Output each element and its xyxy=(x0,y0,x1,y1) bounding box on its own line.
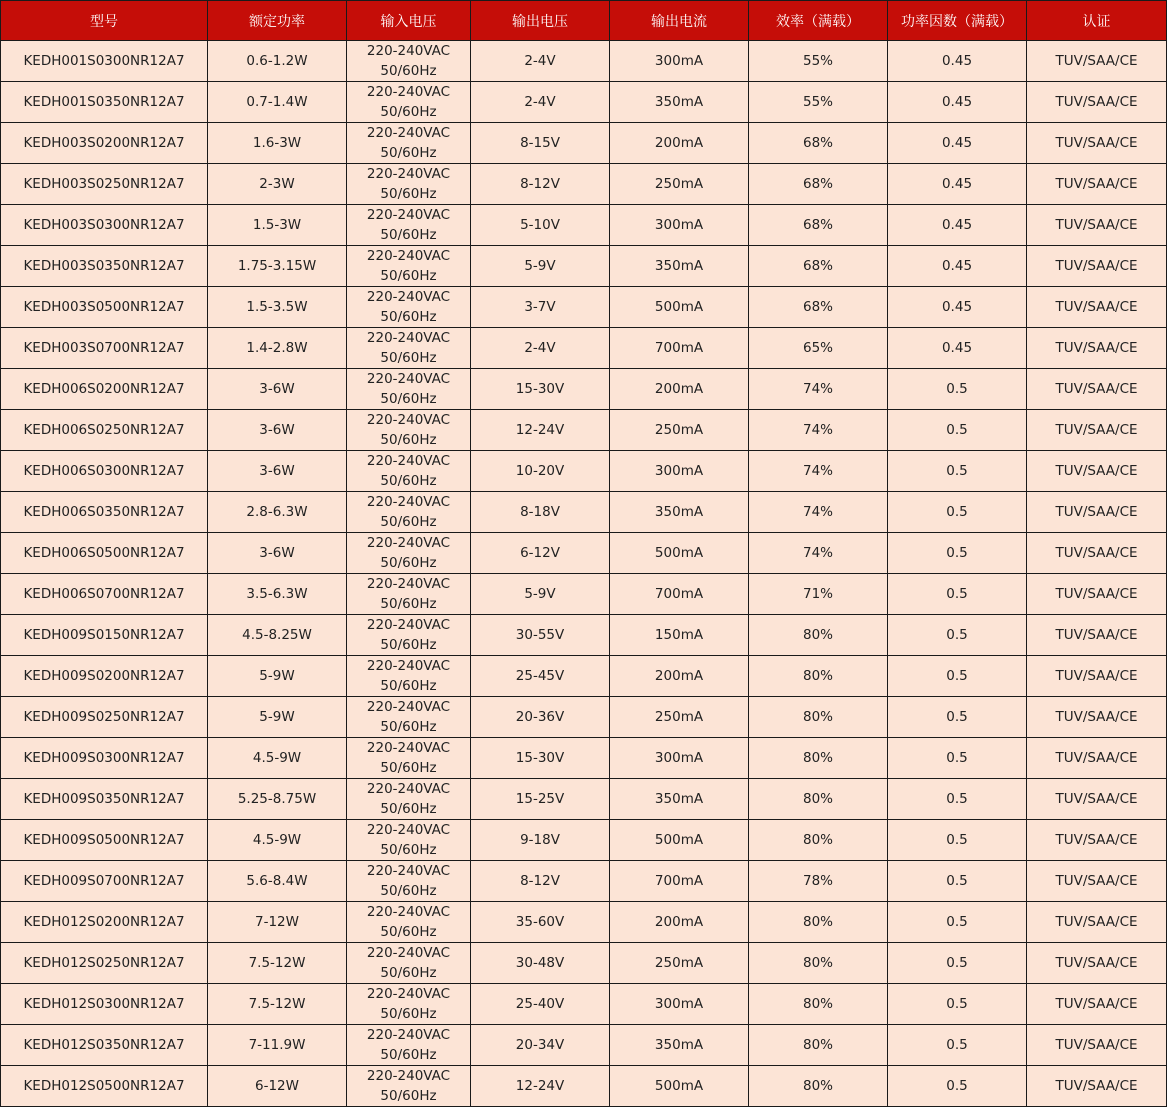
table-row xyxy=(1,205,1167,246)
cell-power-factor: 0.45 xyxy=(888,123,1027,164)
cell-certification: TUV/SAA/CE xyxy=(1027,820,1167,861)
table-row xyxy=(1,164,1167,205)
input-voltage-range: 220-240VAC xyxy=(366,699,451,715)
table-row xyxy=(1,615,1167,656)
cell-rated-power: 4.5-9W xyxy=(208,738,347,779)
table-row xyxy=(1,451,1167,492)
cell-model: KEDH012S0250NR12A7 xyxy=(1,943,208,984)
input-frequency: 50/60Hz xyxy=(380,63,437,79)
cell-output-current: 300mA xyxy=(610,451,749,492)
input-frequency: 50/60Hz xyxy=(380,186,437,202)
cell-certification: TUV/SAA/CE xyxy=(1027,123,1167,164)
input-frequency: 50/60Hz xyxy=(380,719,437,735)
cell-efficiency: 78% xyxy=(749,861,888,902)
input-voltage-range: 220-240VAC xyxy=(366,822,451,838)
cell-rated-power: 7.5-12W xyxy=(208,984,347,1025)
cell-output-voltage: 8-15V xyxy=(471,123,610,164)
input-voltage-range: 220-240VAC xyxy=(366,453,451,469)
cell-efficiency: 80% xyxy=(749,820,888,861)
cell-efficiency: 55% xyxy=(749,82,888,123)
cell-rated-power: 7.5-12W xyxy=(208,943,347,984)
input-voltage-range: 220-240VAC xyxy=(366,1068,451,1084)
cell-power-factor: 0.45 xyxy=(888,328,1027,369)
cell-certification: TUV/SAA/CE xyxy=(1027,287,1167,328)
cell-output-current: 300mA xyxy=(610,738,749,779)
cell-input-voltage xyxy=(347,984,471,1025)
cell-output-voltage: 5-10V xyxy=(471,205,610,246)
cell-power-factor: 0.5 xyxy=(888,697,1027,738)
cell-output-current: 200mA xyxy=(610,656,749,697)
cell-output-current: 300mA xyxy=(610,205,749,246)
cell-power-factor: 0.5 xyxy=(888,1025,1027,1066)
cell-model: KEDH006S0200NR12A7 xyxy=(1,369,208,410)
input-voltage-range: 220-240VAC xyxy=(366,945,451,961)
cell-model: KEDH006S0250NR12A7 xyxy=(1,410,208,451)
header-rated-power: 额定功率 xyxy=(208,1,347,41)
input-voltage-range: 220-240VAC xyxy=(366,535,451,551)
cell-input-voltage xyxy=(347,328,471,369)
cell-input-voltage xyxy=(347,1025,471,1066)
table-row xyxy=(1,656,1167,697)
input-voltage-range: 220-240VAC xyxy=(366,84,451,100)
cell-input-voltage xyxy=(347,246,471,287)
header-efficiency: 效率（满载） xyxy=(749,1,888,41)
header-input-voltage: 输入电压 xyxy=(347,1,471,41)
table-row xyxy=(1,779,1167,820)
cell-power-factor: 0.5 xyxy=(888,533,1027,574)
cell-output-current: 200mA xyxy=(610,123,749,164)
cell-output-voltage: 5-9V xyxy=(471,246,610,287)
cell-output-current: 500mA xyxy=(610,1066,749,1107)
cell-efficiency: 80% xyxy=(749,738,888,779)
cell-output-current: 200mA xyxy=(610,369,749,410)
cell-model: KEDH006S0300NR12A7 xyxy=(1,451,208,492)
cell-input-voltage xyxy=(347,41,471,82)
cell-output-current: 250mA xyxy=(610,943,749,984)
cell-output-voltage: 8-18V xyxy=(471,492,610,533)
cell-certification: TUV/SAA/CE xyxy=(1027,902,1167,943)
header-model: 型号 xyxy=(1,1,208,41)
cell-efficiency: 74% xyxy=(749,369,888,410)
header-certification: 认证 xyxy=(1027,1,1167,41)
cell-power-factor: 0.5 xyxy=(888,615,1027,656)
cell-power-factor: 0.45 xyxy=(888,287,1027,328)
cell-power-factor: 0.5 xyxy=(888,1066,1027,1107)
cell-model: KEDH012S0300NR12A7 xyxy=(1,984,208,1025)
table-row xyxy=(1,738,1167,779)
cell-efficiency: 74% xyxy=(749,492,888,533)
table-row xyxy=(1,328,1167,369)
cell-input-voltage xyxy=(347,1066,471,1107)
cell-rated-power: 2-3W xyxy=(208,164,347,205)
cell-output-voltage: 2-4V xyxy=(471,82,610,123)
input-voltage-range: 220-240VAC xyxy=(366,494,451,510)
table-row xyxy=(1,287,1167,328)
cell-rated-power: 3.5-6.3W xyxy=(208,574,347,615)
input-frequency: 50/60Hz xyxy=(380,268,437,284)
cell-input-voltage xyxy=(347,164,471,205)
cell-input-voltage xyxy=(347,533,471,574)
cell-input-voltage xyxy=(347,410,471,451)
cell-efficiency: 80% xyxy=(749,697,888,738)
cell-output-current: 700mA xyxy=(610,328,749,369)
header-row xyxy=(1,1,1167,41)
header-output-current: 输出电流 xyxy=(610,1,749,41)
cell-model: KEDH003S0200NR12A7 xyxy=(1,123,208,164)
input-frequency: 50/60Hz xyxy=(380,1047,437,1063)
cell-input-voltage xyxy=(347,861,471,902)
cell-model: KEDH009S0500NR12A7 xyxy=(1,820,208,861)
cell-certification: TUV/SAA/CE xyxy=(1027,492,1167,533)
cell-certification: TUV/SAA/CE xyxy=(1027,533,1167,574)
table-row xyxy=(1,820,1167,861)
cell-input-voltage xyxy=(347,656,471,697)
cell-power-factor: 0.5 xyxy=(888,984,1027,1025)
cell-certification: TUV/SAA/CE xyxy=(1027,574,1167,615)
cell-power-factor: 0.45 xyxy=(888,41,1027,82)
cell-rated-power: 0.7-1.4W xyxy=(208,82,347,123)
input-voltage-range: 220-240VAC xyxy=(366,43,451,59)
input-voltage-range: 220-240VAC xyxy=(366,207,451,223)
input-frequency: 50/60Hz xyxy=(380,555,437,571)
input-frequency: 50/60Hz xyxy=(380,637,437,653)
cell-input-voltage xyxy=(347,123,471,164)
input-frequency: 50/60Hz xyxy=(380,1006,437,1022)
table-row xyxy=(1,41,1167,82)
input-voltage-range: 220-240VAC xyxy=(366,740,451,756)
cell-output-current: 200mA xyxy=(610,902,749,943)
cell-output-current: 300mA xyxy=(610,41,749,82)
cell-certification: TUV/SAA/CE xyxy=(1027,1025,1167,1066)
table-row xyxy=(1,82,1167,123)
cell-certification: TUV/SAA/CE xyxy=(1027,41,1167,82)
cell-input-voltage xyxy=(347,615,471,656)
cell-efficiency: 68% xyxy=(749,164,888,205)
cell-input-voltage xyxy=(347,943,471,984)
table-row xyxy=(1,246,1167,287)
cell-output-voltage: 10-20V xyxy=(471,451,610,492)
cell-efficiency: 68% xyxy=(749,287,888,328)
cell-model: KEDH009S0250NR12A7 xyxy=(1,697,208,738)
input-voltage-range: 220-240VAC xyxy=(366,617,451,633)
cell-power-factor: 0.45 xyxy=(888,246,1027,287)
cell-model: KEDH001S0300NR12A7 xyxy=(1,41,208,82)
input-frequency: 50/60Hz xyxy=(380,965,437,981)
header-power-factor: 功率因数（满载） xyxy=(888,1,1027,41)
cell-certification: TUV/SAA/CE xyxy=(1027,451,1167,492)
cell-power-factor: 0.5 xyxy=(888,656,1027,697)
cell-power-factor: 0.45 xyxy=(888,164,1027,205)
cell-output-voltage: 5-9V xyxy=(471,574,610,615)
cell-output-voltage: 20-34V xyxy=(471,1025,610,1066)
header-output-voltage: 输出电压 xyxy=(471,1,610,41)
cell-rated-power: 5.25-8.75W xyxy=(208,779,347,820)
table-row xyxy=(1,492,1167,533)
input-frequency: 50/60Hz xyxy=(380,227,437,243)
cell-output-voltage: 3-7V xyxy=(471,287,610,328)
input-frequency: 50/60Hz xyxy=(380,350,437,366)
table-row xyxy=(1,697,1167,738)
cell-efficiency: 80% xyxy=(749,1025,888,1066)
input-frequency: 50/60Hz xyxy=(380,924,437,940)
cell-rated-power: 1.5-3W xyxy=(208,205,347,246)
cell-power-factor: 0.5 xyxy=(888,820,1027,861)
table-row xyxy=(1,984,1167,1025)
input-frequency: 50/60Hz xyxy=(380,104,437,120)
table-row xyxy=(1,533,1167,574)
cell-rated-power: 6-12W xyxy=(208,1066,347,1107)
cell-rated-power: 1.4-2.8W xyxy=(208,328,347,369)
input-voltage-range: 220-240VAC xyxy=(366,371,451,387)
table-row xyxy=(1,574,1167,615)
cell-output-current: 300mA xyxy=(610,984,749,1025)
cell-model: KEDH003S0350NR12A7 xyxy=(1,246,208,287)
cell-certification: TUV/SAA/CE xyxy=(1027,738,1167,779)
table-row xyxy=(1,1025,1167,1066)
cell-input-voltage xyxy=(347,451,471,492)
cell-efficiency: 65% xyxy=(749,328,888,369)
cell-input-voltage xyxy=(347,492,471,533)
cell-certification: TUV/SAA/CE xyxy=(1027,82,1167,123)
cell-model: KEDH012S0200NR12A7 xyxy=(1,902,208,943)
cell-model: KEDH003S0700NR12A7 xyxy=(1,328,208,369)
input-voltage-range: 220-240VAC xyxy=(366,1027,451,1043)
cell-power-factor: 0.5 xyxy=(888,861,1027,902)
cell-output-current: 500mA xyxy=(610,533,749,574)
cell-rated-power: 5-9W xyxy=(208,697,347,738)
input-frequency: 50/60Hz xyxy=(380,391,437,407)
cell-certification: TUV/SAA/CE xyxy=(1027,205,1167,246)
cell-input-voltage xyxy=(347,902,471,943)
cell-output-current: 150mA xyxy=(610,615,749,656)
table-row xyxy=(1,943,1167,984)
cell-input-voltage xyxy=(347,369,471,410)
cell-model: KEDH012S0500NR12A7 xyxy=(1,1066,208,1107)
cell-efficiency: 80% xyxy=(749,615,888,656)
input-voltage-range: 220-240VAC xyxy=(366,166,451,182)
cell-output-voltage: 8-12V xyxy=(471,164,610,205)
cell-output-voltage: 25-45V xyxy=(471,656,610,697)
cell-model: KEDH001S0350NR12A7 xyxy=(1,82,208,123)
input-frequency: 50/60Hz xyxy=(380,309,437,325)
cell-output-current: 250mA xyxy=(610,164,749,205)
cell-model: KEDH009S0300NR12A7 xyxy=(1,738,208,779)
cell-input-voltage xyxy=(347,779,471,820)
cell-rated-power: 5-9W xyxy=(208,656,347,697)
input-voltage-range: 220-240VAC xyxy=(366,248,451,264)
cell-certification: TUV/SAA/CE xyxy=(1027,369,1167,410)
table-row xyxy=(1,123,1167,164)
cell-efficiency: 80% xyxy=(749,943,888,984)
cell-certification: TUV/SAA/CE xyxy=(1027,1066,1167,1107)
cell-rated-power: 4.5-9W xyxy=(208,820,347,861)
cell-efficiency: 55% xyxy=(749,41,888,82)
cell-input-voltage xyxy=(347,205,471,246)
cell-certification: TUV/SAA/CE xyxy=(1027,164,1167,205)
cell-power-factor: 0.5 xyxy=(888,369,1027,410)
cell-rated-power: 2.8-6.3W xyxy=(208,492,347,533)
cell-model: KEDH009S0700NR12A7 xyxy=(1,861,208,902)
cell-power-factor: 0.5 xyxy=(888,738,1027,779)
cell-output-current: 350mA xyxy=(610,246,749,287)
cell-output-current: 700mA xyxy=(610,861,749,902)
cell-output-voltage: 12-24V xyxy=(471,1066,610,1107)
cell-input-voltage xyxy=(347,820,471,861)
input-frequency: 50/60Hz xyxy=(380,473,437,489)
cell-rated-power: 1.75-3.15W xyxy=(208,246,347,287)
cell-certification: TUV/SAA/CE xyxy=(1027,861,1167,902)
cell-efficiency: 68% xyxy=(749,123,888,164)
input-frequency: 50/60Hz xyxy=(380,842,437,858)
cell-power-factor: 0.5 xyxy=(888,902,1027,943)
cell-rated-power: 0.6-1.2W xyxy=(208,41,347,82)
cell-power-factor: 0.5 xyxy=(888,574,1027,615)
cell-power-factor: 0.5 xyxy=(888,451,1027,492)
cell-model: KEDH006S0350NR12A7 xyxy=(1,492,208,533)
cell-output-voltage: 20-36V xyxy=(471,697,610,738)
cell-rated-power: 1.5-3.5W xyxy=(208,287,347,328)
cell-power-factor: 0.5 xyxy=(888,410,1027,451)
table-row xyxy=(1,861,1167,902)
cell-rated-power: 1.6-3W xyxy=(208,123,347,164)
cell-efficiency: 80% xyxy=(749,779,888,820)
cell-output-voltage: 15-25V xyxy=(471,779,610,820)
cell-model: KEDH009S0350NR12A7 xyxy=(1,779,208,820)
input-frequency: 50/60Hz xyxy=(380,801,437,817)
input-frequency: 50/60Hz xyxy=(380,760,437,776)
table-row xyxy=(1,410,1167,451)
cell-output-voltage: 2-4V xyxy=(471,328,610,369)
cell-rated-power: 3-6W xyxy=(208,410,347,451)
cell-certification: TUV/SAA/CE xyxy=(1027,697,1167,738)
cell-rated-power: 4.5-8.25W xyxy=(208,615,347,656)
cell-efficiency: 68% xyxy=(749,205,888,246)
input-voltage-range: 220-240VAC xyxy=(366,412,451,428)
table-header xyxy=(1,1,1167,41)
input-voltage-range: 220-240VAC xyxy=(366,781,451,797)
table-row xyxy=(1,369,1167,410)
input-voltage-range: 220-240VAC xyxy=(366,986,451,1002)
cell-output-voltage: 15-30V xyxy=(471,738,610,779)
cell-rated-power: 5.6-8.4W xyxy=(208,861,347,902)
cell-input-voltage xyxy=(347,574,471,615)
input-voltage-range: 220-240VAC xyxy=(366,125,451,141)
cell-certification: TUV/SAA/CE xyxy=(1027,410,1167,451)
cell-certification: TUV/SAA/CE xyxy=(1027,984,1167,1025)
cell-output-voltage: 25-40V xyxy=(471,984,610,1025)
cell-output-current: 500mA xyxy=(610,820,749,861)
cell-efficiency: 71% xyxy=(749,574,888,615)
cell-output-voltage: 35-60V xyxy=(471,902,610,943)
cell-efficiency: 74% xyxy=(749,533,888,574)
input-frequency: 50/60Hz xyxy=(380,514,437,530)
cell-output-current: 350mA xyxy=(610,1025,749,1066)
input-voltage-range: 220-240VAC xyxy=(366,576,451,592)
cell-power-factor: 0.5 xyxy=(888,943,1027,984)
cell-model: KEDH006S0500NR12A7 xyxy=(1,533,208,574)
input-voltage-range: 220-240VAC xyxy=(366,289,451,305)
cell-certification: TUV/SAA/CE xyxy=(1027,656,1167,697)
cell-rated-power: 7-12W xyxy=(208,902,347,943)
cell-rated-power: 3-6W xyxy=(208,369,347,410)
cell-certification: TUV/SAA/CE xyxy=(1027,943,1167,984)
cell-power-factor: 0.45 xyxy=(888,205,1027,246)
cell-model: KEDH006S0700NR12A7 xyxy=(1,574,208,615)
input-frequency: 50/60Hz xyxy=(380,145,437,161)
cell-output-voltage: 15-30V xyxy=(471,369,610,410)
cell-output-current: 700mA xyxy=(610,574,749,615)
input-frequency: 50/60Hz xyxy=(380,678,437,694)
cell-output-voltage: 8-12V xyxy=(471,861,610,902)
input-frequency: 50/60Hz xyxy=(380,1088,437,1104)
cell-power-factor: 0.5 xyxy=(888,779,1027,820)
cell-efficiency: 68% xyxy=(749,246,888,287)
cell-certification: TUV/SAA/CE xyxy=(1027,246,1167,287)
table-body xyxy=(1,41,1167,1107)
cell-rated-power: 3-6W xyxy=(208,451,347,492)
cell-model: KEDH012S0350NR12A7 xyxy=(1,1025,208,1066)
cell-certification: TUV/SAA/CE xyxy=(1027,615,1167,656)
input-voltage-range: 220-240VAC xyxy=(366,330,451,346)
input-voltage-range: 220-240VAC xyxy=(366,904,451,920)
cell-output-voltage: 9-18V xyxy=(471,820,610,861)
cell-efficiency: 74% xyxy=(749,410,888,451)
cell-rated-power: 7-11.9W xyxy=(208,1025,347,1066)
cell-output-voltage: 30-55V xyxy=(471,615,610,656)
cell-input-voltage xyxy=(347,82,471,123)
cell-output-voltage: 30-48V xyxy=(471,943,610,984)
cell-efficiency: 80% xyxy=(749,902,888,943)
cell-input-voltage xyxy=(347,738,471,779)
cell-power-factor: 0.5 xyxy=(888,492,1027,533)
input-frequency: 50/60Hz xyxy=(380,432,437,448)
table-row xyxy=(1,902,1167,943)
cell-output-current: 500mA xyxy=(610,287,749,328)
cell-output-current: 350mA xyxy=(610,779,749,820)
cell-output-current: 350mA xyxy=(610,82,749,123)
input-voltage-range: 220-240VAC xyxy=(366,658,451,674)
cell-model: KEDH003S0300NR12A7 xyxy=(1,205,208,246)
cell-output-current: 250mA xyxy=(610,697,749,738)
table-row xyxy=(1,1066,1167,1107)
cell-input-voltage xyxy=(347,697,471,738)
cell-model: KEDH009S0200NR12A7 xyxy=(1,656,208,697)
cell-certification: TUV/SAA/CE xyxy=(1027,779,1167,820)
cell-input-voltage xyxy=(347,287,471,328)
cell-efficiency: 80% xyxy=(749,984,888,1025)
input-frequency: 50/60Hz xyxy=(380,596,437,612)
cell-output-current: 250mA xyxy=(610,410,749,451)
cell-certification: TUV/SAA/CE xyxy=(1027,328,1167,369)
cell-model: KEDH003S0250NR12A7 xyxy=(1,164,208,205)
cell-output-current: 350mA xyxy=(610,492,749,533)
cell-efficiency: 80% xyxy=(749,1066,888,1107)
cell-output-voltage: 2-4V xyxy=(471,41,610,82)
cell-output-voltage: 12-24V xyxy=(471,410,610,451)
input-voltage-range: 220-240VAC xyxy=(366,863,451,879)
cell-efficiency: 80% xyxy=(749,656,888,697)
cell-power-factor: 0.45 xyxy=(888,82,1027,123)
cell-rated-power: 3-6W xyxy=(208,533,347,574)
cell-model: KEDH009S0150NR12A7 xyxy=(1,615,208,656)
input-frequency: 50/60Hz xyxy=(380,883,437,899)
cell-model: KEDH003S0500NR12A7 xyxy=(1,287,208,328)
cell-output-voltage: 6-12V xyxy=(471,533,610,574)
cell-efficiency: 74% xyxy=(749,451,888,492)
